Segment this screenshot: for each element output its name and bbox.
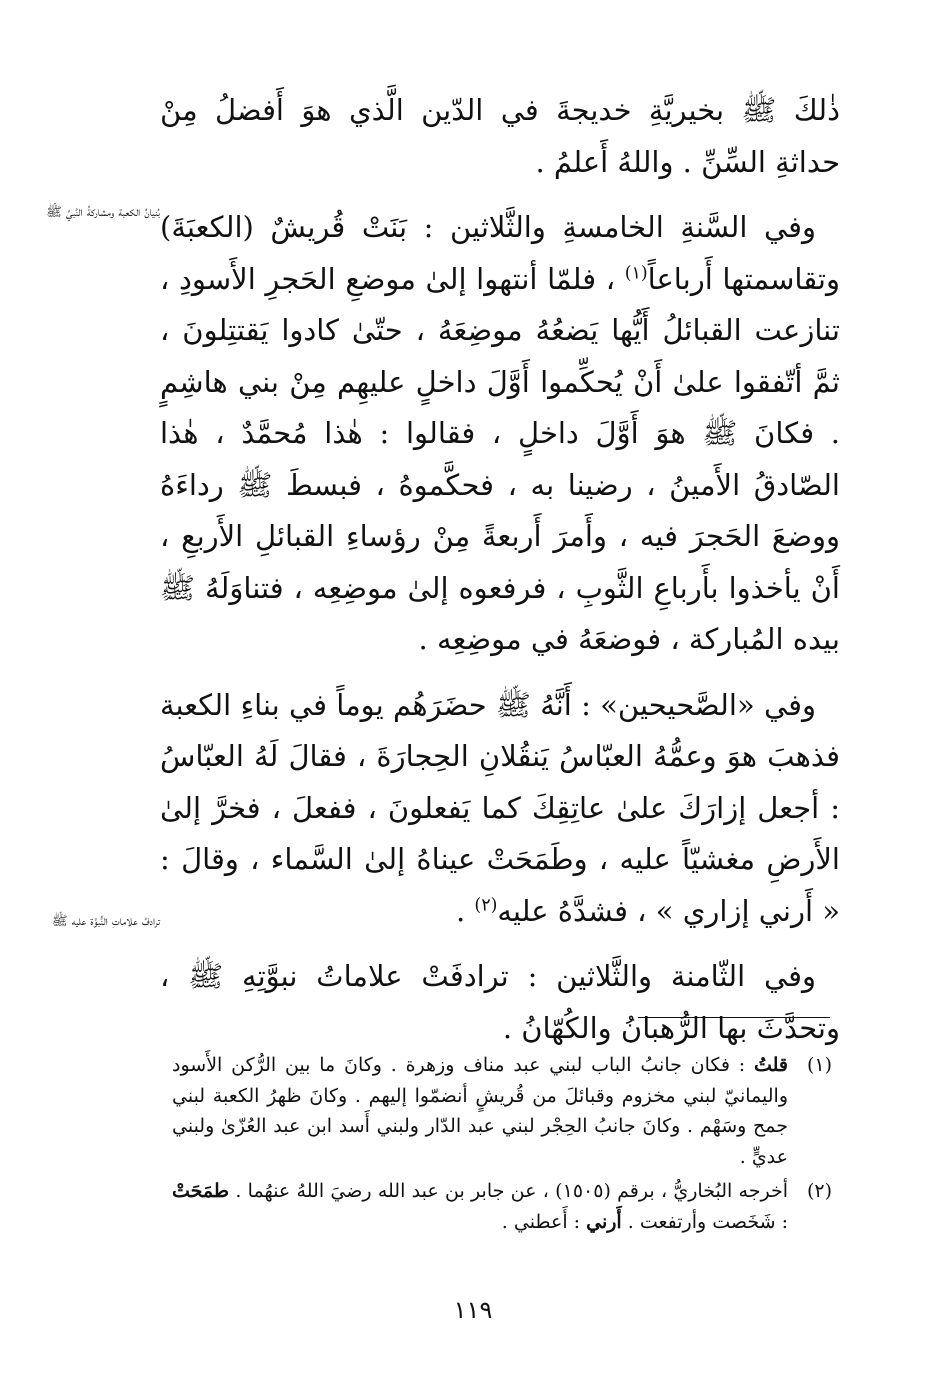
paragraph-kaaba-rest: ، فلمّا أنتهوا إلىٰ موضعِ الحَجرِ الأَسودِ ، تنازعت القبائلُ أَيُّها يَضعُهُ موضِعَهُ ، حتّىٰ كادوا يَقتتِلونَ ، ثمَّ أتّفقوا علىٰ أَنْ يُحكِّموا أَوَّلَ داخلٍ عليهِم مِنْ بني هاشِمٍ . فكانَ ﷺ هوَ أَوَّلَ داخلٍ ، فقالوا : هٰذا مُحمَّدٌ ، هٰذا الصّادقُ الأَمينُ ، رضينا به ، فحكَّموهُ ، فبسطَ ﷺ رداءَهُ ووضعَ الحَجرَ فيه ، وأَمرَ أَربعةً مِنْ رؤساءِ القبائلِ الأَربعِ ، أَنْ يأخذوا بأَرباعِ الثَّوبِ ، فرفعوه إلىٰ موضِعِه ، فتناوَلَهُ ﷺ بيده المُباركة ، فوضعَهُ في موضِعِه . bbox=[160, 261, 840, 656]
footnote-1 bbox=[172, 1050, 832, 1172]
footnote-2-body bbox=[172, 1176, 788, 1237]
paragraph-sahihayn bbox=[160, 680, 840, 938]
footnote-1-body bbox=[172, 1050, 788, 1172]
margin-note-signs: ترادفُ علاماتِ النُّبوَّة عليه ﷺ bbox=[51, 914, 160, 929]
footnote-1-lead: قلتُ bbox=[753, 1054, 788, 1076]
paragraph-signs-text: وفي الثّامنة والثَّلاثين : ترادفَتْ علاماتُ نبوَّتِهِ ﷺ ، وتحدَّثَ بها الرُّهبانُ والكُهّانُ . bbox=[160, 959, 840, 1045]
footnote-separator bbox=[638, 1017, 830, 1018]
footnote-2-lead-a: طمَحَتْ bbox=[172, 1180, 230, 1202]
footnotes bbox=[172, 1050, 832, 1241]
paragraph-sahihayn-end: . bbox=[455, 893, 475, 928]
footnote-1-number: (١) bbox=[806, 1054, 832, 1076]
footnote-2 bbox=[172, 1176, 832, 1237]
margin-note-kaaba: بُنيانُ الكعبة ومشاركةُ النَّبيِّ ﷺ bbox=[46, 205, 160, 220]
main-text bbox=[160, 85, 840, 1054]
footnote-2-text-a: أخرجه البُخاريُّ ، برقم (١٥٠٥) ، عن جابر بن عبد الله رضيَ اللهُ عنهُما . bbox=[229, 1180, 789, 1202]
paragraph-kaaba-building bbox=[160, 202, 840, 666]
paragraph-sahihayn-text: وفي «الصَّحيحين» : أَنَّهُ ﷺ حضَرَهُم يوماً في بناءِ الكعبة فذهبَ هوَ وعمُّهُ العبّاسُ يَنقُلانِ الحِجارَةَ ، فقالَ لَهُ العبّاسُ : أجعل إزارَكَ علىٰ عاتِقِكَ كما يَفعلونَ ، ففعلَ ، فخرَّ إلىٰ الأَرضِ مغشيّاً عليه ، وطَمَحَتْ عيناهُ إلىٰ السَّماء ، وقالَ : « أَرني إزاري » ، فشدَّهُ عليه bbox=[160, 687, 840, 928]
paragraph-opening-text: ذٰلكَ ﷺ بخيريَّةِ خديجةَ في الدّين الَّذي هوَ أَفضلُ مِنْ حداثةِ السِّنِّ . واللهُ أَعلمُ . bbox=[160, 93, 840, 179]
paragraph-kaaba-text: وفي السَّنةِ الخامسةِ والثَّلاثين : بَنَتْ قُريشٌ (الكعبَةَ) وتقاسمتها أَرباعاً bbox=[160, 210, 840, 296]
footnote-ref-2[interactable]: (٢) bbox=[474, 894, 498, 915]
page-number: ١١٩ bbox=[453, 1296, 493, 1324]
footnote-ref-1[interactable]: (١) bbox=[624, 262, 648, 283]
footnote-2-text-b: : شَخَصت وأرتفعت . bbox=[621, 1210, 788, 1233]
footnote-2-number: (٢) bbox=[806, 1180, 832, 1202]
paragraph-signs-of-prophethood bbox=[160, 951, 840, 1054]
footnote-1-text: : فكان جانبُ الباب لبني عبد مناف وزهرة . وكانَ ما بين الرُّكن الأَسود واليمانيّ لبني مخزوم وقبائلَ من قُريشٍ أنضمّوا إليهم . وكانَ ظهرُ الكعبة لبني جمح وسَهْم . وكانَ جانبُ الحِجْر لبني عبد الدّار ولبني أَسد ابن عبد العُزّىٰ ولبني عديٍّ . bbox=[172, 1054, 788, 1168]
footnote-2-text-c: : أَعطني . bbox=[501, 1210, 587, 1233]
paragraph-opening bbox=[160, 85, 840, 188]
footnote-2-lead-b: أَرني bbox=[586, 1210, 622, 1233]
